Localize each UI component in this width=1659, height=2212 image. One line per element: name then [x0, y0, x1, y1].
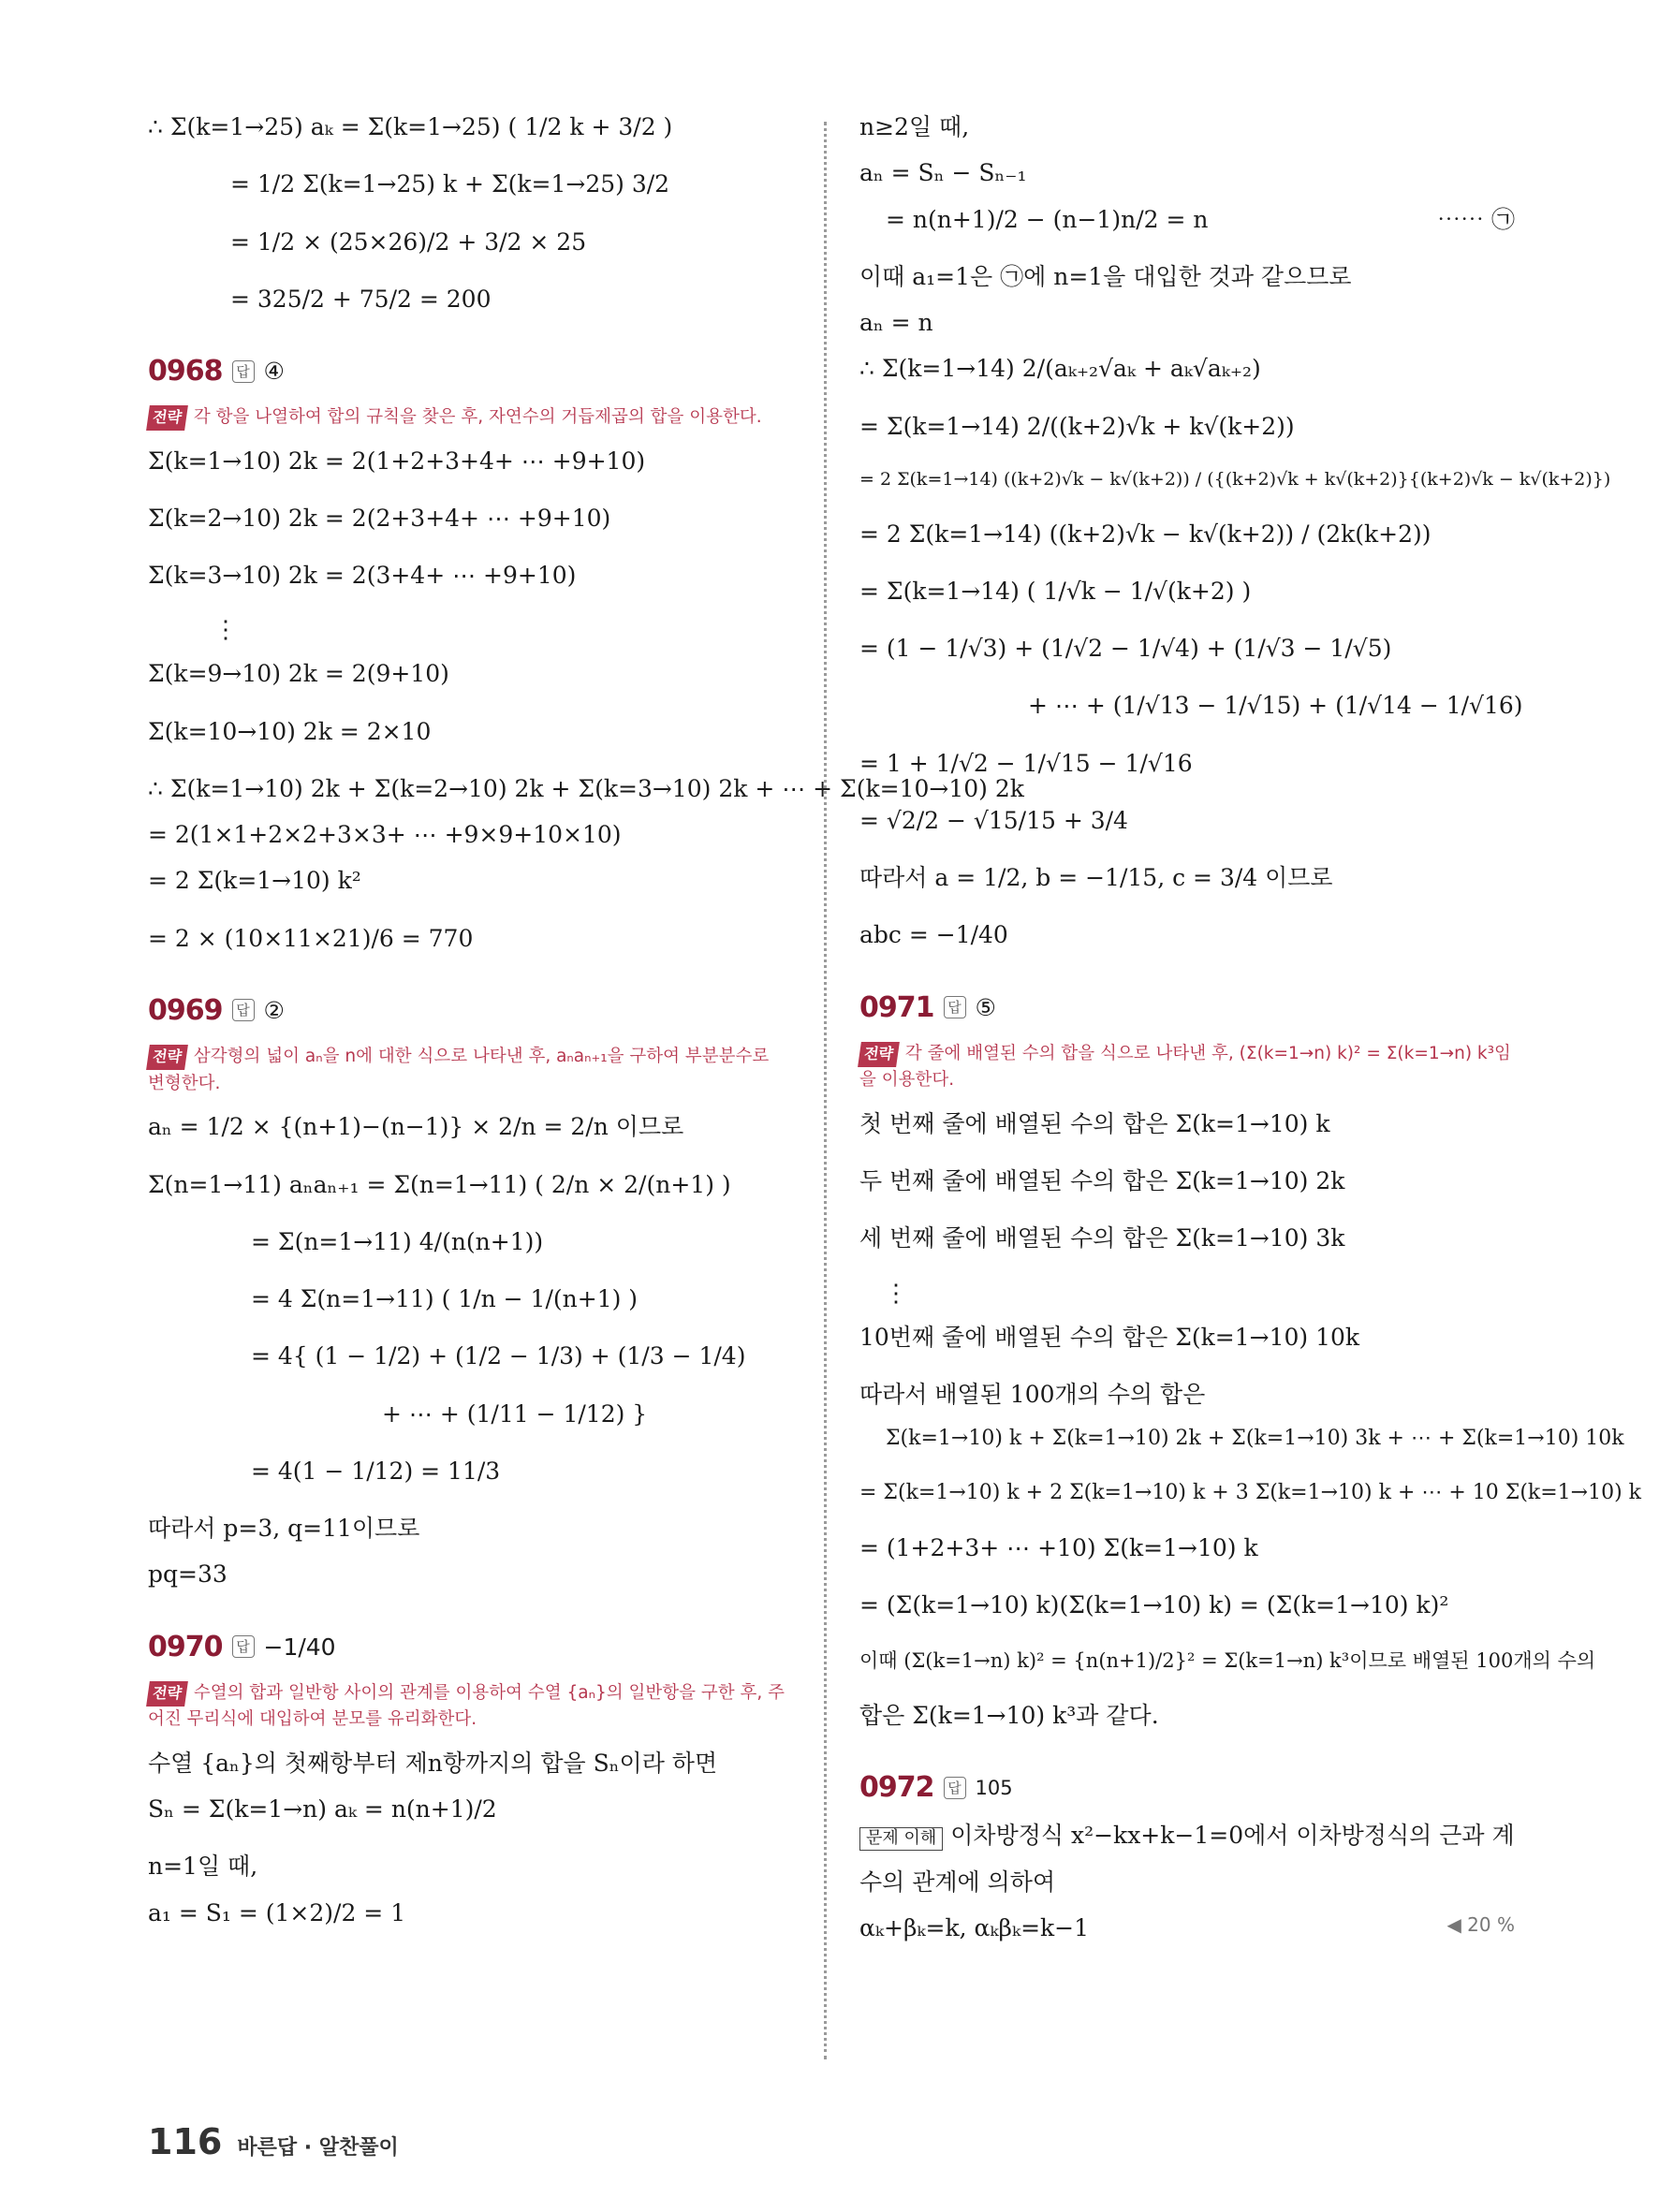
answer-icon: 답 [232, 999, 255, 1021]
solution-line: Σ(k=1→10) k + Σ(k=1→10) 2k + Σ(k=1→10) 3k + ⋯ + Σ(k=1→10) 10k [886, 1427, 1624, 1451]
question-number: 0971 [859, 990, 934, 1024]
strategy-label: 전략 [146, 1681, 188, 1707]
solution-line: 10번째 줄에 배열된 수의 합은 Σ(k=1→10) 10k [859, 1323, 1360, 1351]
strategy-note [148, 1680, 785, 1734]
solution-line: = (1+2+3+ ⋯ +10) Σ(k=1→10) k [859, 1534, 1258, 1562]
solution-line: Σ(k=9→10) 2k = 2(9+10) [148, 660, 449, 688]
solution-line: = 2 Σ(k=1→14) ((k+2)√k − k√(k+2)) / (2k(k+2)) [859, 520, 1431, 548]
solution-line: 따라서 p=3, q=11이므로 [148, 1515, 420, 1543]
solution-line: abc = −1/40 [859, 921, 1008, 949]
solution-line: 세 번째 줄에 배열된 수의 합은 Σ(k=1→10) 3k [859, 1224, 1345, 1252]
solution-line: aₙ = Sₙ − Sₙ₋₁ [859, 159, 1027, 187]
solution-line: a₁ = S₁ = (1×2)/2 = 1 [148, 1898, 406, 1926]
solution-line: Σ(k=3→10) 2k = 2(3+4+ ⋯ +9+10) [148, 562, 577, 590]
solution-line: = Σ(k=1→14) ( 1/√k − 1/√(k+2) ) [859, 577, 1252, 605]
question-number: 0968 [148, 355, 223, 388]
page-number: 116 [148, 2121, 223, 2162]
solution-line: Σ(k=2→10) 2k = 2(2+3+4+ ⋯ +9+10) [148, 504, 611, 532]
solution-line: ∴ Σ(k=1→14) 2/(aₖ₊₂√aₖ + aₖ√aₖ₊₂) [859, 355, 1261, 383]
solution-text: αₖ+βₖ=k, αₖβₖ=k−1 [859, 1913, 1090, 1941]
solution-line: = 2(1×1+2×2+3×3+ ⋯ +9×9+10×10) [148, 821, 622, 849]
solution-line: 따라서 a = 1/2, b = −1/15, c = 3/4 이므로 [859, 864, 1333, 891]
equation-marker: ⋯⋯ ㉠ [1437, 205, 1515, 233]
solution-line: = √2/2 − √15/15 + 3/4 [859, 806, 1128, 834]
solution-line: n≥2일 때, [859, 113, 970, 140]
solution-line: 이때 (Σ(k=1→n) k)² = {n(n+1)/2}² = Σ(k=1→n) k³이므로 배열된 100개의 수의 [859, 1648, 1596, 1672]
question-number: 0972 [859, 1771, 934, 1805]
solution-line: ∴ Σ(k=1→25) aₖ = Σ(k=1→25) ( 1/2 k + 3/2 ) [148, 113, 673, 140]
solution-line: Sₙ = Σ(k=1→n) aₖ = n(n+1)/2 [148, 1795, 497, 1824]
column-divider [824, 122, 827, 2059]
answer-icon: 답 [944, 996, 966, 1018]
strategy-label: 전략 [146, 405, 188, 431]
solution-line [859, 1913, 1515, 1942]
solution-line [859, 1821, 1515, 1851]
solution-line: = 2 × (10×11×21)/6 = 770 [148, 924, 474, 952]
strategy-text: 각 항을 나열하여 합의 규칙을 찾은 후, 자연수의 거듭제곱의 합을 이용한다. [193, 407, 762, 427]
strategy-note [148, 1044, 785, 1097]
answer-icon: 답 [232, 360, 255, 383]
solution-text: 이차방정식 x²−kx+k−1=0에서 이차방정식의 근과 계 [950, 1822, 1515, 1850]
question-header-0972 [859, 1771, 1515, 1804]
question-number: 0970 [148, 1630, 223, 1663]
solution-line: = 4 Σ(n=1→11) ( 1/n − 1/(n+1) ) [251, 1285, 639, 1313]
answer-value: ② [263, 996, 285, 1024]
answer-icon: 답 [944, 1777, 966, 1799]
right-column [859, 112, 1642, 1959]
solution-line: = Σ(n=1→11) 4/(n(n+1)) [251, 1227, 544, 1255]
solution-text: = n(n+1)/2 − (n−1)n/2 = n [886, 205, 1209, 233]
strategy-label: 전략 [146, 1045, 188, 1070]
solution-line: = 1/2 Σ(k=1→25) k + Σ(k=1→25) 3/2 [230, 170, 670, 198]
solution-line: 수열 {aₙ}의 첫째항부터 제n항까지의 합을 Sₙ이라 하면 [148, 1749, 718, 1777]
solution-line: = (1 − 1/√3) + (1/√2 − 1/√4) + (1/√3 − 1/√5) [859, 635, 1392, 662]
solution-line: Σ(n=1→11) aₙaₙ₊₁ = Σ(n=1→11) ( 2/n × 2/(n+1) ) [148, 1170, 731, 1198]
answer-value: ④ [263, 358, 285, 385]
solution-line: 이때 a₁=1은 ㉠에 n=1을 대입한 것과 같으므로 [859, 262, 1352, 290]
solution-line [859, 205, 1515, 234]
question-header-0968 [148, 355, 785, 388]
strategy-label: 전략 [858, 1042, 900, 1067]
solution-line: Σ(k=1→10) 2k = 2(1+2+3+4+ ⋯ +9+10) [148, 447, 646, 475]
solution-line: 수의 관계에 의하여 [859, 1868, 1056, 1896]
solution-line: 첫 번째 줄에 배열된 수의 합은 Σ(k=1→10) k [859, 1109, 1330, 1137]
question-number: 0969 [148, 993, 223, 1027]
strategy-text: 삼각형의 넓이 aₙ을 n에 대한 식으로 나타낸 후, aₙaₙ₊₁을 구하여 부분분수로 변형한다. [148, 1046, 770, 1093]
solution-line: = 2 Σ(k=1→10) k² [148, 867, 361, 895]
answer-value: −1/40 [263, 1633, 336, 1661]
strategy-note [148, 404, 785, 432]
vertical-ellipsis: ⋮ [213, 616, 238, 645]
progress-percent: ◀ 20 % [1446, 1912, 1515, 1936]
solution-line: aₙ = n [859, 309, 933, 336]
solution-line: = 1 + 1/√2 − 1/√15 − 1/√16 [859, 749, 1193, 777]
solution-line: n=1일 때, [148, 1853, 258, 1881]
solution-line: = 4{ (1 − 1/2) + (1/2 − 1/3) + (1/3 − 1/4) [251, 1342, 746, 1370]
solution-line: = Σ(k=1→14) 2/((k+2)√k + k√(k+2)) [859, 412, 1295, 440]
solution-line: ∴ Σ(k=1→10) 2k + Σ(k=2→10) 2k + Σ(k=3→10) 2k + ⋯ + Σ(k=10→10) 2k [148, 774, 1024, 802]
solution-line: 합은 Σ(k=1→10) k³과 같다. [859, 1701, 1159, 1729]
solution-line: = 2 Σ(k=1→14) ((k+2)√k − k√(k+2)) / ({(k+2)√k + k√(k+2)}{(k+2)√k − k√(k+2)}) [859, 468, 1611, 490]
solution-line: = 1/2 × (25×26)/2 + 3/2 × 25 [230, 227, 587, 256]
page-footer [148, 2121, 399, 2162]
question-header-0970 [148, 1631, 785, 1663]
solution-line: = 325/2 + 75/2 = 200 [230, 285, 492, 313]
solution-line: aₙ = 1/2 × {(n+1)−(n−1)} × 2/n = 2/n 이므로 [148, 1113, 684, 1141]
strategy-text: 수열의 합과 일반항 사이의 관계를 이용하여 수열 {aₙ}의 일반항을 구한 후, 주어진 무리식에 대입하여 분모를 유리화한다. [148, 1682, 785, 1730]
vertical-ellipsis: ⋮ [884, 1279, 908, 1308]
answer-icon: 답 [232, 1635, 255, 1658]
solution-line: = 4(1 − 1/12) = 11/3 [251, 1457, 501, 1485]
question-header-0971 [859, 991, 1515, 1024]
solution-line: pq=33 [148, 1560, 228, 1589]
solution-line: = (Σ(k=1→10) k)(Σ(k=1→10) k) = (Σ(k=1→10) k)² [859, 1591, 1449, 1619]
question-header-0969 [148, 994, 785, 1027]
book-title: 바른답 · 알찬풀이 [237, 2136, 399, 2160]
solution-line: Σ(k=10→10) 2k = 2×10 [148, 717, 432, 745]
solution-line: 따라서 배열된 100개의 수의 합은 [859, 1380, 1206, 1408]
solution-line: + ⋯ + (1/11 − 1/12) } [382, 1399, 648, 1428]
answer-value: 105 [975, 1776, 1013, 1799]
strategy-note [859, 1041, 1515, 1094]
solution-line: + ⋯ + (1/√13 − 1/√15) + (1/√14 − 1/√16) [1028, 692, 1523, 720]
answer-value: ⑤ [975, 993, 996, 1021]
solution-line: 두 번째 줄에 배열된 수의 합은 Σ(k=1→10) 2k [859, 1167, 1345, 1195]
problem-label: 문제 이해 [859, 1827, 943, 1851]
strategy-text: 각 줄에 배열된 수의 합을 식으로 나타낸 후, (Σ(k=1→n) k)² = Σ(k=1→n) k³임을 이용한다. [859, 1043, 1511, 1091]
solution-line: = Σ(k=1→10) k + 2 Σ(k=1→10) k + 3 Σ(k=1→10) k + ⋯ + 10 Σ(k=1→10) k [859, 1480, 1642, 1504]
